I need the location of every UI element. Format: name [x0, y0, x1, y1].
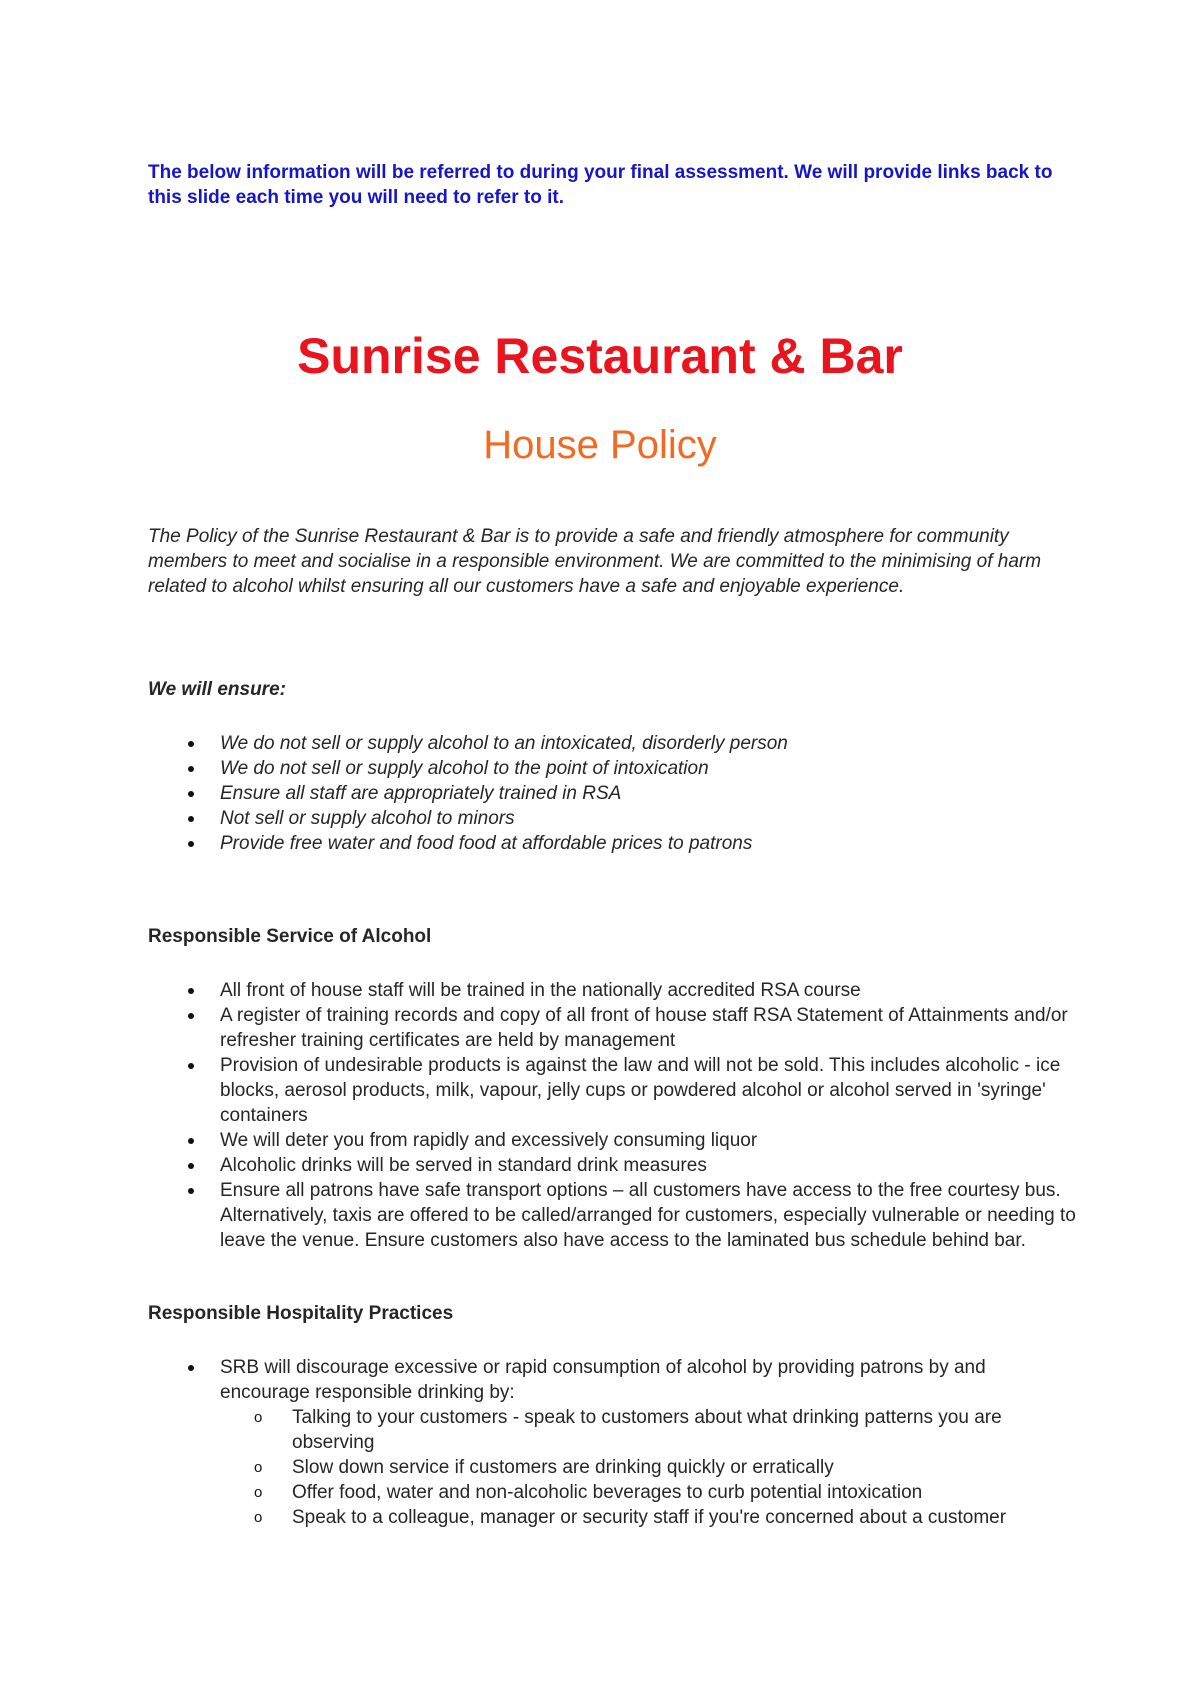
- rhp-heading: Responsible Hospitality Practices: [148, 1303, 454, 1324]
- sub-list-item: o Talking to your customers - speak to customers about what drinking patterns you are observing: [220, 1405, 1078, 1455]
- list-item: Not sell or supply alcohol to minors: [148, 806, 1078, 831]
- sub-list-item: o Offer food, water and non-alcoholic beverages to curb potential intoxication: [220, 1480, 1078, 1505]
- policy-statement: The Policy of the Sunrise Restaurant & Bar is to provide a safe and friendly atmosphere for community members to meet and socialise in a responsible environment. We are committed to the minimising of harm related to alcohol whilst ensuring all our customers have a safe and enjoyable experience.: [148, 526, 1042, 597]
- rsa-list: [148, 978, 1078, 1253]
- page-title: Sunrise Restaurant & Bar: [297, 328, 903, 384]
- list-item: We will deter you from rapidly and excessively consuming liquor: [148, 1128, 1078, 1153]
- list-item: All front of house staff will be trained in the nationally accredited RSA course: [148, 978, 1078, 1003]
- list-item: Alcoholic drinks will be served in standard drink measures: [148, 1153, 1078, 1178]
- list-item: Ensure all staff are appropriately trained in RSA: [148, 781, 1078, 806]
- rhp-item-text: SRB will discourage excessive or rapid consumption of alcohol by providing patrons by and encourage responsible drinking by:: [220, 1357, 986, 1403]
- list-item: We do not sell or supply alcohol to the point of intoxication: [148, 756, 1078, 781]
- list-item: We do not sell or supply alcohol to an intoxicated, disorderly person: [148, 731, 1078, 756]
- list-item: Provide free water and food food at affordable prices to patrons: [148, 831, 1078, 856]
- ensure-list: [148, 731, 1078, 856]
- page-subtitle: House Policy: [483, 423, 717, 467]
- sub-list-item: o Slow down service if customers are drinking quickly or erratically: [220, 1455, 1078, 1480]
- sub-list-item: o Speak to a colleague, manager or security staff if you're concerned about a customer: [220, 1505, 1078, 1530]
- intro-note: The below information will be referred to during your final assessment. We will provide links back to this slide each time you will need to refer to it.: [148, 162, 1053, 208]
- list-item: Provision of undesirable products is against the law and will not be sold. This includes alcoholic - ice blocks, aerosol products, milk, vapour, jelly cups or powdered alcohol or alcohol served in 'syringe' containers: [148, 1053, 1078, 1128]
- rhp-list: [148, 1355, 1078, 1530]
- ensure-heading: We will ensure:: [148, 679, 286, 700]
- list-item: [148, 1355, 1078, 1530]
- list-item: Ensure all patrons have safe transport options – all customers have access to the free courtesy bus. Alternatively, taxis are offered to be called/arranged for customers, especially vulnerable or needing to leave the venue. Ensure customers also have access to the laminated bus schedule behind bar.: [148, 1178, 1078, 1253]
- rsa-heading: Responsible Service of Alcohol: [148, 926, 432, 947]
- list-item: A register of training records and copy of all front of house staff RSA Statement of Attainments and/or refresher training certificates are held by management: [148, 1003, 1078, 1053]
- rhp-sub-list: [220, 1405, 1078, 1530]
